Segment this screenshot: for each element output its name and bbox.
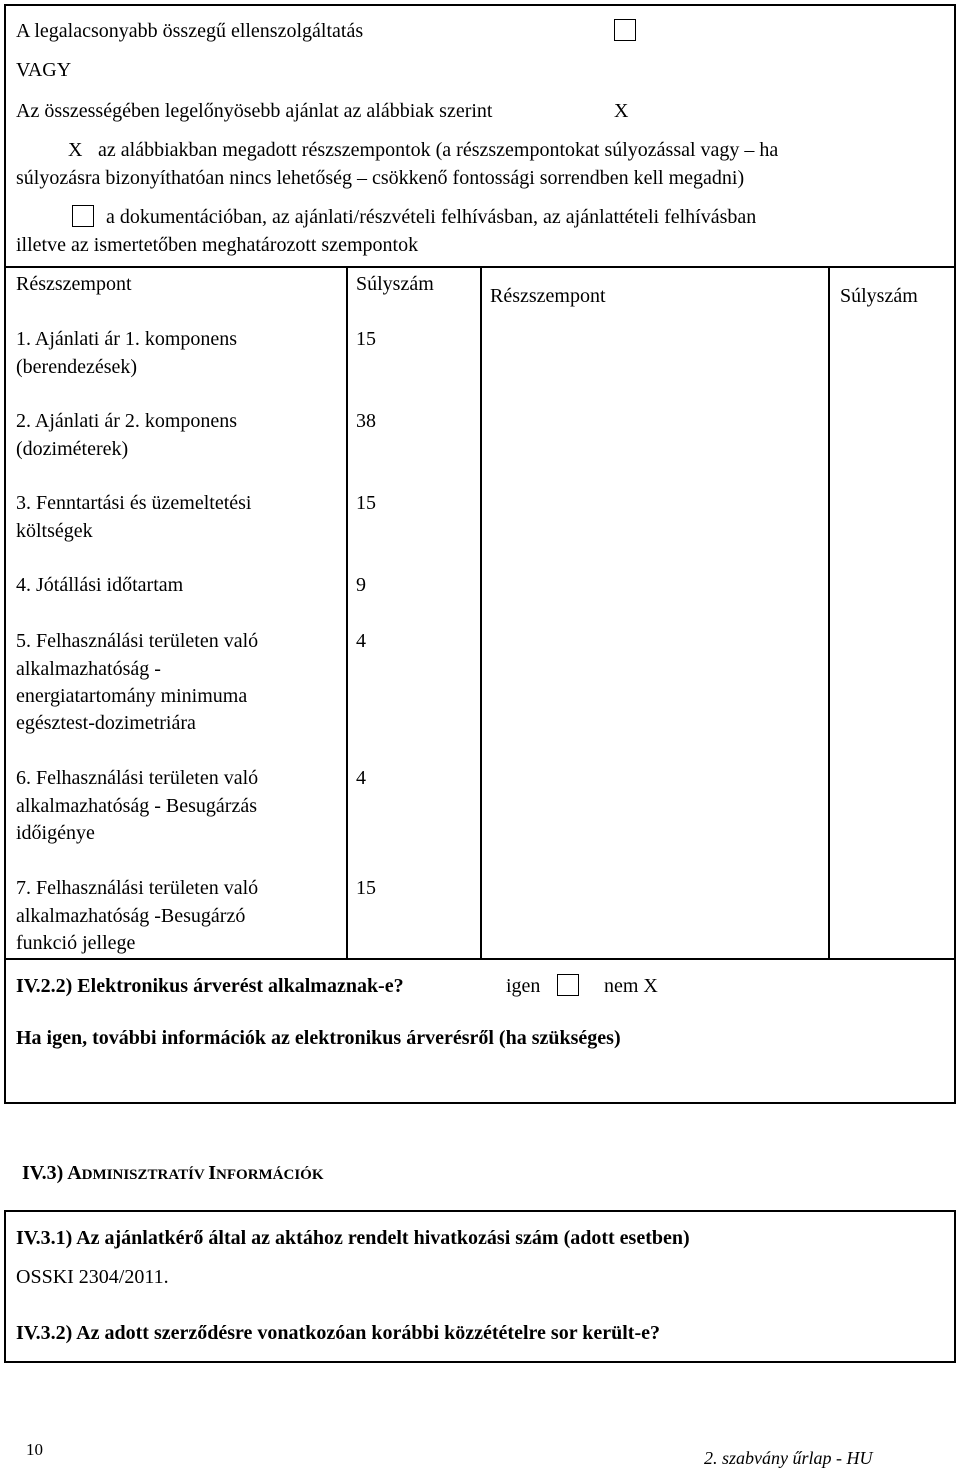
criterion-1-weight: 15: [356, 328, 376, 350]
table-col-divider-1: [346, 266, 348, 958]
table-col-divider-3: [828, 266, 830, 958]
admin-heading-a: A: [67, 1162, 82, 1184]
best-value-option: Az összességében legelőnyösebb ajánlat az alábbiak szerint: [16, 100, 493, 122]
previous-publication-question: IV.3.2) Az adott szerződésre vonatkozóan korábbi közzétételre sor került-e?: [16, 1322, 660, 1344]
lowest-price-option: A legalacsonyabb összegű ellenszolgáltatás: [16, 20, 364, 42]
admin-heading-rest2: NFORMÁCIÓK: [216, 1167, 324, 1183]
criterion-2-line1: 2. Ajánlati ár 2. komponens: [16, 410, 238, 432]
criterion-3-line1: 3. Fenntartási és üzemeltetési: [16, 492, 252, 514]
auction-yes-label: igen: [506, 975, 541, 997]
criterion-5-line2: alkalmazhatóság -: [16, 658, 161, 680]
criterion-6-line3: időigénye: [16, 822, 95, 844]
auction-no-mark[interactable]: nem X: [604, 975, 658, 997]
criterion-1-line1: 1. Ajánlati ár 1. komponens: [16, 328, 238, 350]
admin-heading: [22, 1163, 324, 1183]
form-label: 2. szabvány űrlap - HU: [704, 1448, 873, 1468]
table-bottom-border: [5, 958, 955, 960]
docs-criteria-line1: a dokumentációban, az ajánlati/részvételi felhívásban, az ajánlattételi felhívásban: [106, 206, 757, 228]
criterion-5-line3: energiatartomány minimuma: [16, 685, 248, 707]
page-number: 10: [26, 1440, 43, 1459]
table-col-divider-2: [480, 266, 482, 958]
subcriteria-text-line1: az alábbiakban megadott részszempontok (a részszempontokat súlyozással vagy – ha: [98, 139, 779, 161]
criterion-7-line3: funkció jellege: [16, 932, 136, 954]
auction-yes-checkbox[interactable]: [557, 974, 579, 996]
criterion-7-line2: alkalmazhatóság -Besugárzó: [16, 905, 246, 927]
criterion-2-weight: 38: [356, 410, 376, 432]
criterion-5-line1: 5. Felhasználási területen való: [16, 630, 259, 652]
criterion-7-weight: 15: [356, 877, 376, 899]
criterion-1-line2: (berendezések): [16, 356, 138, 378]
subcriteria-mark[interactable]: X: [68, 139, 83, 161]
auction-more-info: Ha igen, további információk az elektronikus árverésről (ha szükséges): [16, 1027, 621, 1049]
reference-number-value: OSSKI 2304/2011.: [16, 1266, 169, 1288]
criterion-2-line2: (doziméterek): [16, 438, 129, 460]
criterion-5-weight: 4: [356, 630, 366, 652]
or-label: VAGY: [16, 59, 72, 81]
criterion-5-line4: egésztest-dozimetriára: [16, 712, 196, 734]
criterion-3-weight: 15: [356, 492, 376, 514]
reference-number-label: IV.3.1) Az ajánlatkérő által az aktához rendelt hivatkozási szám (adott esetben): [16, 1227, 690, 1249]
criterion-6-line1: 6. Felhasználási területen való: [16, 767, 259, 789]
admin-heading-rest: DMINISZTRATÍV: [81, 1167, 209, 1183]
auction-question: IV.2.2) Elektronikus árverést alkalmaznak-e?: [16, 975, 404, 997]
admin-heading-i: I: [208, 1162, 217, 1184]
best-value-mark[interactable]: X: [614, 100, 629, 122]
admin-heading-num: IV.3): [22, 1162, 68, 1184]
header-subcriterion-1: Részszempont: [16, 273, 132, 295]
docs-criteria-line2: illetve az ismertetőben meghatározott szempontok: [16, 234, 419, 256]
lowest-price-checkbox[interactable]: [614, 19, 636, 41]
header-weight-2: Súlyszám: [840, 285, 918, 307]
criterion-6-line2: alkalmazhatóság - Besugárzás: [16, 795, 258, 817]
criterion-7-line1: 7. Felhasználási területen való: [16, 877, 259, 899]
subcriteria-text-line2: súlyozásra bizonyíthatóan nincs lehetőség – csökkenő fontossági sorrendben kell megadni): [16, 167, 745, 189]
criterion-4-weight: 9: [356, 574, 366, 596]
criterion-3-line2: költségek: [16, 520, 93, 542]
header-weight-1: Súlyszám: [356, 273, 434, 295]
docs-criteria-checkbox[interactable]: [72, 205, 94, 227]
criterion-6-weight: 4: [356, 767, 366, 789]
header-subcriterion-2: Részszempont: [490, 285, 606, 307]
criterion-4-line1: 4. Jótállási időtartam: [16, 574, 184, 596]
